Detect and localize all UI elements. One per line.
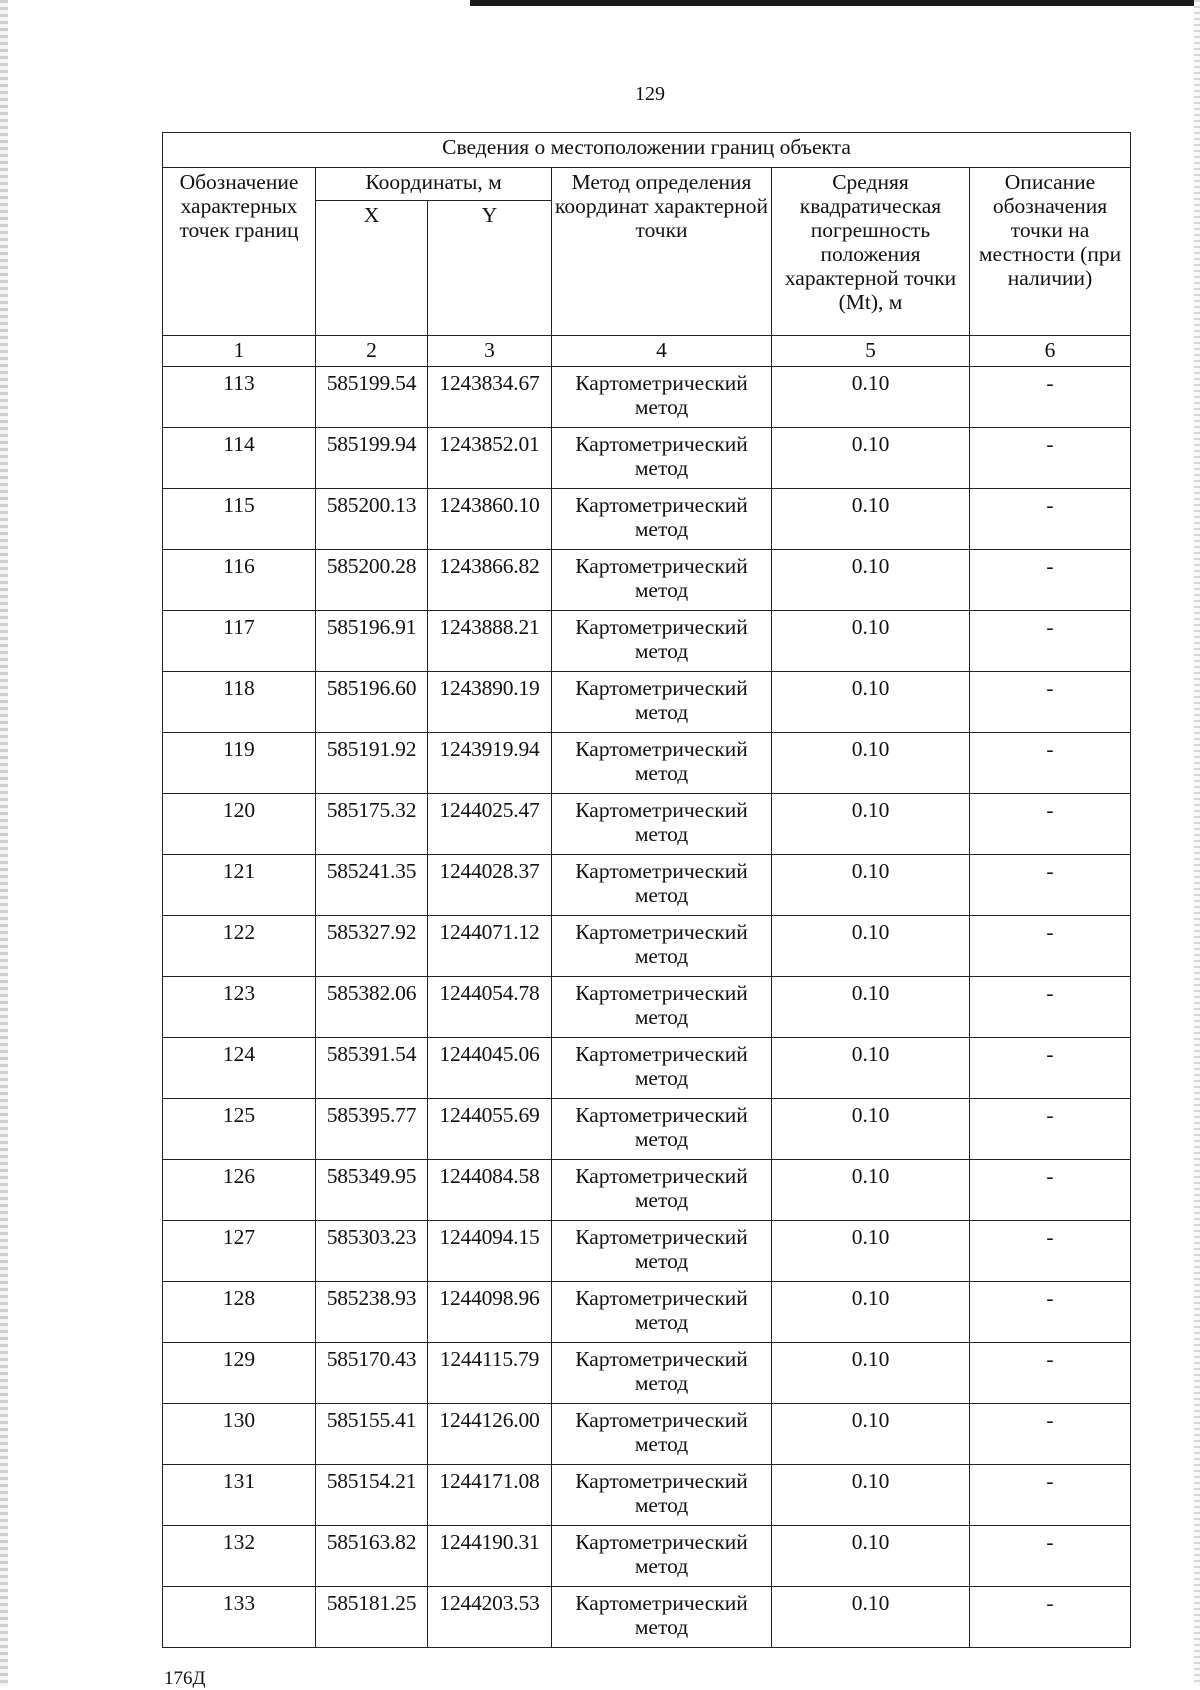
cell-point-number: 115 [163,489,316,550]
cell-description: - [970,550,1131,611]
cell-method: Картометрический метод [552,672,772,733]
cell-method: Картометрический метод [552,428,772,489]
cell-x-coordinate: 585196.60 [316,672,428,733]
cell-x-coordinate: 585391.54 [316,1038,428,1099]
cell-accuracy: 0.10 [772,489,970,550]
cell-method: Картометрический метод [552,1587,772,1648]
cell-point-number: 114 [163,428,316,489]
cell-x-coordinate: 585170.43 [316,1343,428,1404]
cell-x-coordinate: 585238.93 [316,1282,428,1343]
cell-y-coordinate: 1243888.21 [428,611,552,672]
cell-x-coordinate: 585191.92 [316,733,428,794]
cell-method: Картометрический метод [552,1282,772,1343]
table-row [163,367,1131,428]
cell-x-coordinate: 585382.06 [316,977,428,1038]
cell-accuracy: 0.10 [772,1038,970,1099]
cell-x-coordinate: 585199.54 [316,367,428,428]
cell-y-coordinate: 1244203.53 [428,1587,552,1648]
boundary-coordinates-table [162,132,1131,1648]
header-point: Обозначение характерных точек границ [163,168,316,336]
header-coordinates: Координаты, м [316,168,552,201]
cell-y-coordinate: 1244028.37 [428,855,552,916]
cell-y-coordinate: 1243919.94 [428,733,552,794]
cell-y-coordinate: 1244055.69 [428,1099,552,1160]
table-row [163,1465,1131,1526]
cell-description: - [970,1343,1131,1404]
cell-point-number: 125 [163,1099,316,1160]
cell-y-coordinate: 1244190.31 [428,1526,552,1587]
cell-method: Картометрический метод [552,1404,772,1465]
header-accuracy: Средняя квадратическая погрешность положения характерной точки (Mt), м [772,168,970,336]
cell-description: - [970,1282,1131,1343]
scan-edge-right [1194,0,1200,1686]
column-number: 6 [970,336,1131,367]
cell-y-coordinate: 1244171.08 [428,1465,552,1526]
scan-edge-bar [470,0,1200,6]
cell-x-coordinate: 585154.21 [316,1465,428,1526]
cell-point-number: 113 [163,367,316,428]
table-row [163,855,1131,916]
cell-description: - [970,733,1131,794]
cell-x-coordinate: 585349.95 [316,1160,428,1221]
cell-description: - [970,1221,1131,1282]
cell-x-coordinate: 585199.94 [316,428,428,489]
cell-accuracy: 0.10 [772,1160,970,1221]
table-row [163,428,1131,489]
cell-accuracy: 0.10 [772,367,970,428]
table-row [163,489,1131,550]
cell-accuracy: 0.10 [772,1404,970,1465]
table-row [163,550,1131,611]
cell-description: - [970,977,1131,1038]
cell-x-coordinate: 585175.32 [316,794,428,855]
cell-method: Картометрический метод [552,1465,772,1526]
cell-accuracy: 0.10 [772,428,970,489]
cell-point-number: 124 [163,1038,316,1099]
column-numbers-row [163,336,1131,367]
cell-description: - [970,916,1131,977]
cell-point-number: 132 [163,1526,316,1587]
cell-x-coordinate: 585200.13 [316,489,428,550]
cell-x-coordinate: 585241.35 [316,855,428,916]
cell-description: - [970,794,1131,855]
header-method: Метод определения координат характерной точки [552,168,772,336]
cell-y-coordinate: 1243852.01 [428,428,552,489]
cell-description: - [970,611,1131,672]
table-row [163,977,1131,1038]
cell-x-coordinate: 585196.91 [316,611,428,672]
cell-point-number: 118 [163,672,316,733]
cell-y-coordinate: 1244084.58 [428,1160,552,1221]
cell-method: Картометрический метод [552,1343,772,1404]
table-row [163,1160,1131,1221]
table-header [163,133,1131,367]
scan-edge-left [0,0,8,1686]
cell-point-number: 121 [163,855,316,916]
table-row [163,1282,1131,1343]
cell-description: - [970,428,1131,489]
cell-accuracy: 0.10 [772,1587,970,1648]
header-x: X [316,201,428,336]
table-row [163,672,1131,733]
cell-point-number: 126 [163,1160,316,1221]
cell-point-number: 130 [163,1404,316,1465]
cell-description: - [970,672,1131,733]
cell-y-coordinate: 1244098.96 [428,1282,552,1343]
cell-y-coordinate: 1244071.12 [428,916,552,977]
cell-accuracy: 0.10 [772,1343,970,1404]
column-number: 4 [552,336,772,367]
cell-method: Картометрический метод [552,1160,772,1221]
cell-accuracy: 0.10 [772,977,970,1038]
cell-point-number: 129 [163,1343,316,1404]
table-body [163,367,1131,1648]
cell-description: - [970,1526,1131,1587]
table-row [163,1587,1131,1648]
cell-x-coordinate: 585327.92 [316,916,428,977]
cell-accuracy: 0.10 [772,855,970,916]
cell-x-coordinate: 585155.41 [316,1404,428,1465]
cell-point-number: 128 [163,1282,316,1343]
cell-point-number: 117 [163,611,316,672]
cell-description: - [970,1099,1131,1160]
cell-accuracy: 0.10 [772,611,970,672]
cell-method: Картометрический метод [552,1221,772,1282]
table-row [163,1038,1131,1099]
cell-point-number: 127 [163,1221,316,1282]
cell-method: Картометрический метод [552,611,772,672]
cell-y-coordinate: 1244115.79 [428,1343,552,1404]
table-row [163,1526,1131,1587]
cell-y-coordinate: 1243860.10 [428,489,552,550]
cell-method: Картометрический метод [552,489,772,550]
table-row [163,1221,1131,1282]
cell-accuracy: 0.10 [772,1282,970,1343]
cell-y-coordinate: 1244045.06 [428,1038,552,1099]
cell-point-number: 119 [163,733,316,794]
cell-accuracy: 0.10 [772,733,970,794]
cell-description: - [970,855,1131,916]
cell-method: Картометрический метод [552,916,772,977]
cell-method: Картометрический метод [552,367,772,428]
cell-x-coordinate: 585181.25 [316,1587,428,1648]
cell-y-coordinate: 1243890.19 [428,672,552,733]
cell-point-number: 133 [163,1587,316,1648]
cell-description: - [970,489,1131,550]
table-row [163,1343,1131,1404]
table-row [163,733,1131,794]
header-y: Y [428,201,552,336]
table-row [163,916,1131,977]
cell-y-coordinate: 1243866.82 [428,550,552,611]
table-row [163,1404,1131,1465]
cell-method: Картометрический метод [552,1038,772,1099]
cell-accuracy: 0.10 [772,794,970,855]
page-number: 129 [635,83,665,105]
cell-method: Картометрический метод [552,1526,772,1587]
header-description: Описание обозначения точки на местности (при наличии) [970,168,1131,336]
table-row [163,1099,1131,1160]
cell-accuracy: 0.10 [772,1221,970,1282]
cell-y-coordinate: 1243834.67 [428,367,552,428]
cell-method: Картометрический метод [552,733,772,794]
cell-point-number: 116 [163,550,316,611]
cell-description: - [970,1404,1131,1465]
cell-y-coordinate: 1244126.00 [428,1404,552,1465]
cell-x-coordinate: 585200.28 [316,550,428,611]
table-row [163,794,1131,855]
cell-method: Картометрический метод [552,550,772,611]
cell-point-number: 122 [163,916,316,977]
cell-y-coordinate: 1244025.47 [428,794,552,855]
cell-method: Картометрический метод [552,855,772,916]
cell-accuracy: 0.10 [772,1465,970,1526]
column-number: 1 [163,336,316,367]
cell-y-coordinate: 1244094.15 [428,1221,552,1282]
cell-method: Картометрический метод [552,977,772,1038]
cell-point-number: 131 [163,1465,316,1526]
cell-accuracy: 0.10 [772,916,970,977]
cell-y-coordinate: 1244054.78 [428,977,552,1038]
cell-method: Картометрический метод [552,794,772,855]
cell-accuracy: 0.10 [772,550,970,611]
cell-x-coordinate: 585395.77 [316,1099,428,1160]
cell-point-number: 120 [163,794,316,855]
footer-code: 176Д [164,1668,206,1689]
table-caption: Сведения о местоположении границ объекта [163,133,1131,168]
cell-method: Картометрический метод [552,1099,772,1160]
column-number: 3 [428,336,552,367]
cell-description: - [970,1160,1131,1221]
cell-point-number: 123 [163,977,316,1038]
column-number: 2 [316,336,428,367]
cell-description: - [970,1465,1131,1526]
column-number: 5 [772,336,970,367]
cell-x-coordinate: 585163.82 [316,1526,428,1587]
cell-x-coordinate: 585303.23 [316,1221,428,1282]
cell-accuracy: 0.10 [772,1526,970,1587]
cell-description: - [970,1587,1131,1648]
cell-description: - [970,367,1131,428]
table-row [163,611,1131,672]
cell-accuracy: 0.10 [772,672,970,733]
cell-accuracy: 0.10 [772,1099,970,1160]
cell-description: - [970,1038,1131,1099]
